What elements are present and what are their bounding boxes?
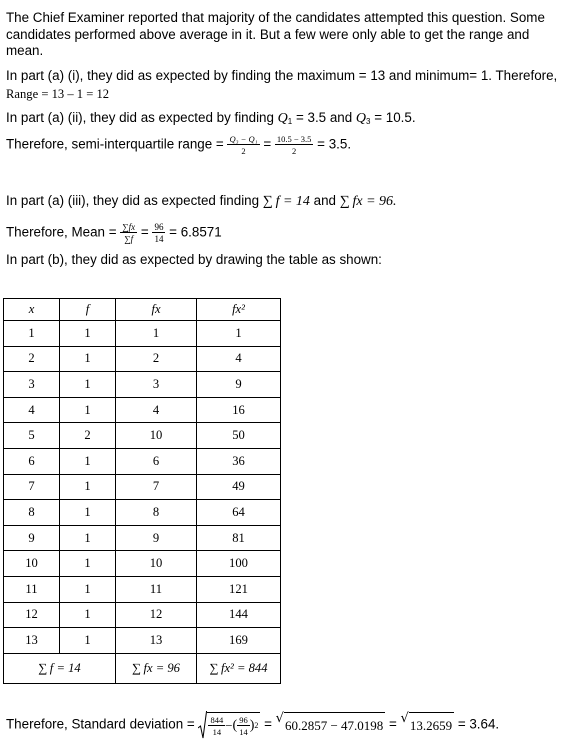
cell-fx: 2: [116, 346, 197, 372]
sd-frac1: [208, 715, 225, 737]
sum-fx-expression: ∑ fx = 96.: [339, 194, 397, 209]
cell-fx-squared: 169: [197, 628, 281, 654]
table-row: [4, 576, 281, 602]
cell-fx: 11: [116, 576, 197, 602]
cell-f: 1: [60, 346, 116, 372]
cell-fx: 4: [116, 397, 197, 423]
quartiles-prefix: In part (a) (ii), they did as expected by finding: [6, 110, 278, 125]
sd-last-radical: [401, 712, 455, 738]
table-intro: In part (b), they did as expected by drawing the table as shown:: [6, 252, 382, 267]
cell-fx-squared: 9: [197, 372, 281, 398]
cell-fx-squared: 50: [197, 423, 281, 449]
sd-frac1-numerator: 844: [210, 715, 224, 725]
q1-symbol: Q: [277, 111, 288, 126]
table-row: [4, 372, 281, 398]
sd-result: = 3.64.: [454, 716, 500, 732]
cell-fx-squared: 16: [197, 397, 281, 423]
cell-x: 6: [4, 448, 60, 474]
table-row: [4, 448, 281, 474]
mean-fraction-symbolic: [120, 222, 137, 244]
header-fx: fx: [116, 299, 197, 321]
cell-x: 13: [4, 628, 60, 654]
total-sum-fx-squared: ∑ fx² = 844: [197, 653, 281, 683]
q1-subscript: 1: [287, 117, 293, 126]
intro-line-1: The Chief Examiner reported that majority of the candidates attempted this question. Some: [6, 10, 545, 25]
sir-frac2-denominator: 2: [292, 146, 297, 156]
q3-subscript: 3: [366, 117, 371, 126]
total-sum-f: ∑ f = 14: [4, 653, 116, 683]
cell-x: 5: [4, 423, 60, 449]
cell-f: 1: [60, 551, 116, 577]
header-fx-squared: fx²: [197, 299, 281, 321]
cell-fx: 10: [116, 423, 197, 449]
sir-prefix: Therefore, semi-interquartile range =: [6, 136, 228, 152]
table-row: [4, 474, 281, 500]
sd-close-paren: ): [249, 718, 255, 733]
cell-fx-squared: 49: [197, 474, 281, 500]
sd-frac1-denominator: 14: [212, 727, 222, 737]
cell-fx: 10: [116, 551, 197, 577]
header-x: x: [4, 299, 60, 321]
sir-result: = 3.5.: [313, 136, 352, 152]
standard-deviation-paragraph: [6, 711, 499, 739]
cell-fx: 1: [116, 321, 197, 347]
sd-frac2-numerator: 96: [239, 715, 248, 725]
mean-frac1-denominator: ∑f: [124, 234, 134, 244]
cell-x: 2: [4, 346, 60, 372]
sum-f-expression: ∑ f = 14: [262, 194, 310, 209]
q3-value: = 10.5.: [370, 110, 416, 125]
intro-paragraph: [6, 10, 545, 60]
table-row: [4, 397, 281, 423]
mean-prefix: Therefore, Mean =: [6, 224, 121, 240]
radical-sign-icon: [198, 711, 207, 739]
sd-exponent: 2: [254, 721, 259, 730]
range-formula: Range = 13 – 1 = 12: [6, 86, 110, 101]
cell-fx: 9: [116, 525, 197, 551]
table-row: [4, 500, 281, 526]
sd-big-radical: [198, 711, 260, 739]
table-row: [4, 628, 281, 654]
cell-x: 1: [4, 321, 60, 347]
sd-last-radicand: 13.2659: [409, 712, 454, 738]
table-row: [4, 346, 281, 372]
quartiles-paragraph: [6, 110, 416, 131]
table-row: [4, 321, 281, 347]
sums-paragraph: [6, 193, 397, 211]
totals-row: [4, 653, 281, 683]
sd-open-paren: (: [232, 718, 238, 733]
cell-fx-squared: 144: [197, 602, 281, 628]
intro-line-2: candidates performed above average in it. But a few were only able to get the range and: [6, 26, 530, 42]
table-row: [4, 551, 281, 577]
cell-x: 4: [4, 397, 60, 423]
sd-mid-radical: [276, 712, 386, 738]
cell-fx: 7: [116, 474, 197, 500]
intro-line-3: mean.: [6, 43, 44, 58]
cell-f: 1: [60, 321, 116, 347]
sir-fraction-numeric: [275, 134, 314, 156]
sd-equals-1: =: [260, 716, 276, 732]
q1-value: = 3.5 and: [292, 110, 356, 125]
cell-f: 1: [60, 372, 116, 398]
cell-f: 1: [60, 525, 116, 551]
cell-f: 1: [60, 602, 116, 628]
range-line-1: In part (a) (i), they did as expected by finding the maximum = 13 and minimum= 1. Therefore,: [6, 68, 558, 83]
mean-paragraph: [6, 222, 222, 244]
cell-f: 1: [60, 397, 116, 423]
table-row: [4, 525, 281, 551]
sums-and: and: [309, 193, 340, 208]
cell-x: 12: [4, 602, 60, 628]
table-row: [4, 602, 281, 628]
table-header-row: [4, 299, 281, 321]
sd-minus: −: [225, 718, 233, 733]
sd-frac2-denominator: 14: [239, 727, 248, 737]
frequency-table: [3, 298, 281, 684]
sir-frac1-denominator: 2: [241, 146, 246, 156]
cell-f: 1: [60, 576, 116, 602]
cell-f: 1: [60, 628, 116, 654]
mean-result: = 6.8571: [165, 224, 222, 240]
cell-x: 7: [4, 474, 60, 500]
sir-frac1-numerator: Q₃ − Q₁: [229, 134, 258, 144]
range-paragraph: [6, 68, 557, 102]
cell-f: 2: [60, 423, 116, 449]
header-f: f: [60, 299, 116, 321]
cell-fx-squared: 1: [197, 321, 281, 347]
cell-fx: 8: [116, 500, 197, 526]
sir-frac2-numerator: 10.5 − 3.5: [276, 134, 312, 144]
table-row: [4, 423, 281, 449]
sqrt-sign-icon: √: [400, 711, 409, 726]
cell-f: 1: [60, 448, 116, 474]
semi-interquartile-range: [6, 134, 351, 156]
sd-mid-radicand: 60.2857 − 47.0198: [284, 712, 385, 738]
mean-frac2-denominator: 14: [154, 234, 164, 244]
mean-frac1-numerator: ∑fx: [122, 222, 136, 232]
sd-prefix: Therefore, Standard deviation =: [6, 716, 199, 732]
cell-x: 11: [4, 576, 60, 602]
mean-equals: =: [137, 224, 153, 240]
sums-prefix: In part (a) (iii), they did as expected finding: [6, 193, 263, 208]
cell-x: 9: [4, 525, 60, 551]
sd-equals-2: =: [385, 716, 401, 732]
cell-fx-squared: 121: [197, 576, 281, 602]
cell-f: 1: [60, 474, 116, 500]
mean-frac2-numerator: 96: [154, 222, 164, 232]
sir-fraction-symbolic: [227, 134, 259, 156]
cell-fx-squared: 4: [197, 346, 281, 372]
cell-fx-squared: 81: [197, 525, 281, 551]
cell-fx-squared: 100: [197, 551, 281, 577]
cell-f: 1: [60, 500, 116, 526]
cell-fx: 3: [116, 372, 197, 398]
cell-fx: 13: [116, 628, 197, 654]
cell-fx-squared: 36: [197, 448, 281, 474]
cell-fx: 12: [116, 602, 197, 628]
cell-fx: 6: [116, 448, 197, 474]
cell-x: 10: [4, 551, 60, 577]
cell-x: 3: [4, 372, 60, 398]
sqrt-sign-icon: √: [275, 711, 284, 726]
q3-symbol: Q: [355, 111, 367, 126]
sd-frac2: [237, 715, 250, 737]
total-sum-fx: ∑ fx = 96: [116, 653, 197, 683]
cell-x: 8: [4, 500, 60, 526]
cell-fx-squared: 64: [197, 500, 281, 526]
sir-equals: =: [259, 136, 275, 152]
mean-fraction-numeric: [152, 222, 165, 244]
